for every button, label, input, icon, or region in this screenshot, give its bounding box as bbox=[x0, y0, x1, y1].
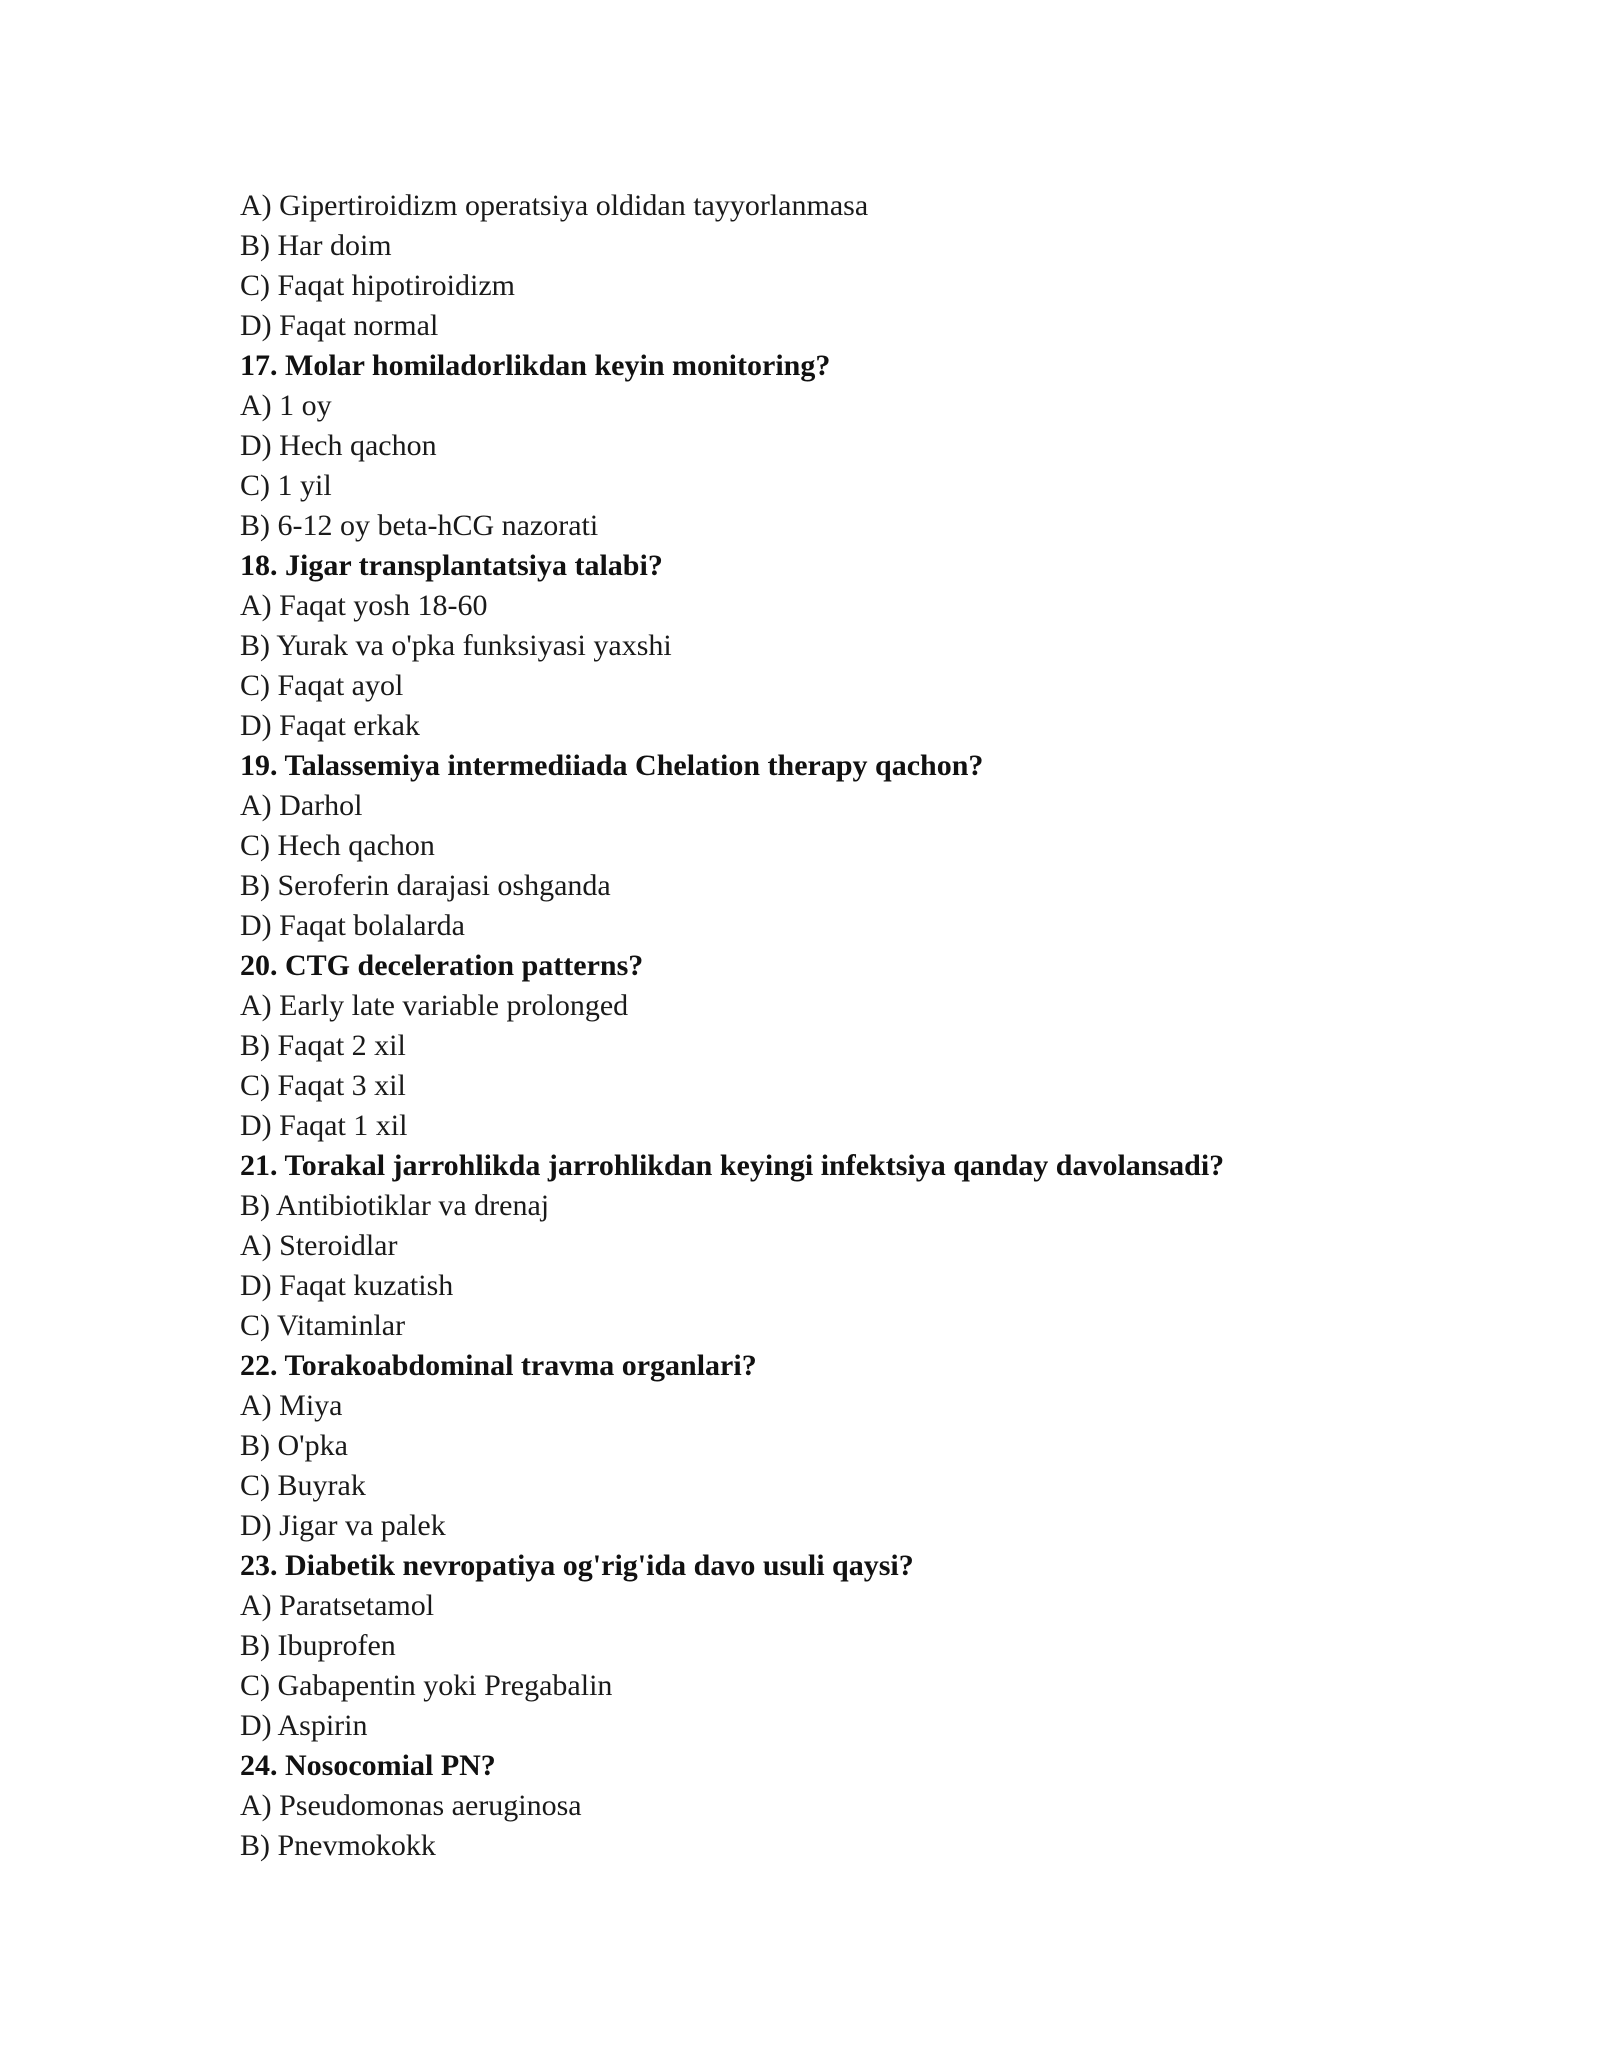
question-heading: 17. Molar homiladorlikdan keyin monitoring? bbox=[240, 349, 831, 382]
answer-option: B) Pnevmokokk bbox=[240, 1829, 436, 1862]
answer-option: B) 6-12 oy beta-hCG nazorati bbox=[240, 509, 599, 542]
answer-option: A) Steroidlar bbox=[240, 1229, 398, 1262]
answer-option: A) Faqat yosh 18-60 bbox=[240, 589, 488, 622]
answer-option: A) Pseudomonas aeruginosa bbox=[240, 1789, 582, 1822]
answer-option: D) Hech qachon bbox=[240, 429, 437, 462]
answer-option: C) 1 yil bbox=[240, 469, 332, 502]
answer-option: D) Jigar va palek bbox=[240, 1509, 446, 1542]
answer-option: A) Gipertiroidizm operatsiya oldidan tayyorlanmasa bbox=[240, 189, 869, 222]
question-heading: 18. Jigar transplantatsiya talabi? bbox=[240, 549, 663, 582]
question-list bbox=[240, 186, 1440, 1866]
answer-option: D) Faqat bolalarda bbox=[240, 909, 465, 942]
answer-option: C) Gabapentin yoki Pregabalin bbox=[240, 1669, 613, 1702]
answer-option: A) Early late variable prolonged bbox=[240, 989, 629, 1022]
answer-option: D) Faqat erkak bbox=[240, 709, 420, 742]
question-heading: 24. Nosocomial PN? bbox=[240, 1749, 496, 1782]
answer-option: B) Har doim bbox=[240, 229, 392, 262]
question-heading: 22. Torakoabdominal travma organlari? bbox=[240, 1349, 757, 1382]
answer-option: D) Faqat kuzatish bbox=[240, 1269, 454, 1302]
answer-option: C) Faqat hipotiroidizm bbox=[240, 269, 515, 302]
question-heading: 23. Diabetik nevropatiya og'rig'ida davo usuli qaysi? bbox=[240, 1549, 914, 1582]
answer-option: A) 1 oy bbox=[240, 389, 332, 422]
answer-option: D) Faqat normal bbox=[240, 309, 439, 342]
question-heading: 21. Torakal jarrohlikda jarrohlikdan keyingi infektsiya qanday davolansadi? bbox=[240, 1149, 1225, 1182]
answer-option: D) Faqat 1 xil bbox=[240, 1109, 408, 1142]
answer-option: C) Faqat ayol bbox=[240, 669, 404, 702]
answer-option: B) Yurak va o'pka funksiyasi yaxshi bbox=[240, 629, 672, 662]
answer-option: D) Aspirin bbox=[240, 1709, 368, 1742]
answer-option: B) Antibiotiklar va drenaj bbox=[240, 1189, 550, 1222]
answer-option: B) Ibuprofen bbox=[240, 1629, 396, 1662]
answer-option: B) Faqat 2 xil bbox=[240, 1029, 406, 1062]
answer-option: C) Buyrak bbox=[240, 1469, 366, 1502]
answer-option: B) Seroferin darajasi oshganda bbox=[240, 869, 611, 902]
answer-option: A) Paratsetamol bbox=[240, 1589, 435, 1622]
answer-option: C) Hech qachon bbox=[240, 829, 435, 862]
question-heading: 20. CTG deceleration patterns? bbox=[240, 949, 644, 982]
answer-option: A) Darhol bbox=[240, 789, 363, 822]
answer-option: A) Miya bbox=[240, 1389, 343, 1422]
answer-option: C) Vitaminlar bbox=[240, 1309, 406, 1342]
answer-option: B) O'pka bbox=[240, 1429, 348, 1462]
answer-option: C) Faqat 3 xil bbox=[240, 1069, 406, 1102]
question-heading: 19. Talassemiya intermediiada Chelation therapy qachon? bbox=[240, 749, 984, 782]
